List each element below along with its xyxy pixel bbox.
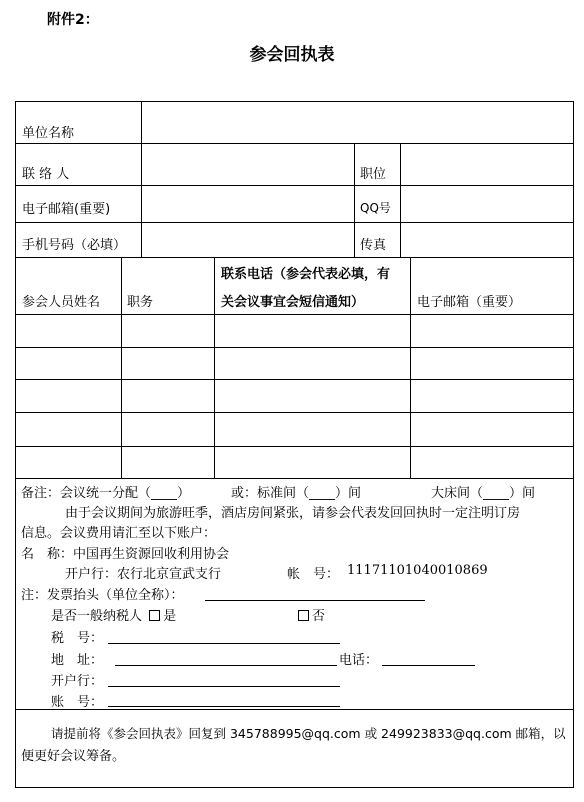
address-field[interactable] — [115, 665, 337, 666]
invoice-title-label: 注：发票抬头（单位全称）： — [21, 588, 184, 603]
invoice-title-field[interactable] — [205, 600, 425, 601]
border-top — [15, 101, 574, 102]
attachment-label: 附件2： — [47, 12, 99, 28]
row-line — [15, 347, 574, 348]
attendee-title-header: 职务 — [127, 295, 154, 310]
attendee-name-header: 参会人员姓名 — [22, 295, 101, 310]
contact-person-label: 联 络 人 — [22, 167, 70, 182]
invoice-bank-label: 开户行： — [51, 674, 104, 689]
attendee-phone-header: 联系电话（参会代表必填，有 — [221, 267, 391, 282]
phone-label: 电话： — [339, 653, 379, 668]
row-line — [15, 379, 574, 380]
payee-account-label: 帐 号： — [287, 567, 340, 582]
attendee-phone-header-2: 关会议事宜会短信通知） — [221, 295, 365, 310]
taxpayer-yes-label: 是 — [163, 609, 177, 624]
row-line — [15, 222, 574, 223]
note-room-allocation: 备注：会议统一分配（____） — [21, 486, 191, 501]
unit-name-label: 单位名称 — [22, 126, 75, 141]
col-line — [141, 101, 142, 257]
payee-account-number: 11171101040010869 — [347, 563, 488, 578]
row-line — [15, 314, 574, 315]
taxpayer-no-checkbox[interactable] — [298, 610, 309, 621]
fax-label: 传真 — [360, 238, 387, 253]
taxpayer-question — [51, 605, 176, 624]
note-payment-info: 信息。会议费用请汇至以下账户： — [21, 526, 217, 541]
col-line — [400, 143, 401, 257]
form-title: 参会回执表 — [249, 45, 335, 65]
email-label: 电子邮箱(重要) — [22, 202, 111, 217]
payee-bank: 开户行：农行北京宣武支行 — [65, 567, 222, 582]
taxpayer-yes-checkbox[interactable] — [149, 610, 160, 621]
row-line — [15, 143, 574, 144]
phone-field[interactable] — [382, 665, 475, 666]
taxpayer-no-option — [295, 605, 325, 624]
invoice-account-field[interactable] — [108, 706, 340, 707]
border-right — [573, 101, 574, 788]
address-label: 地 址： — [51, 653, 104, 668]
row-line — [15, 478, 574, 479]
payee-name: 名 称：中国再生资源回收利用协会 — [21, 547, 230, 562]
taxpayer-question-text: 是否一般纳税人 — [51, 609, 143, 624]
reply-form-table — [15, 101, 574, 788]
row-line — [15, 412, 574, 413]
reply-instruction: 请提前将《参会回执表》回复到 345788995@qq.com 或 249923833@qq.com 邮箱，以 — [51, 726, 566, 741]
row-line — [15, 446, 574, 447]
col-line — [214, 257, 215, 478]
tax-number-label: 税 号： — [51, 631, 104, 646]
border-bottom — [15, 787, 574, 788]
invoice-bank-field[interactable] — [108, 686, 340, 687]
position-label: 职位 — [360, 167, 387, 182]
col-line — [121, 257, 122, 478]
reply-instruction-2: 便更好会议筹备。 — [21, 749, 126, 764]
taxpayer-no-label: 否 — [312, 609, 326, 624]
border-left — [15, 101, 16, 788]
col-line — [410, 257, 411, 478]
note-king-room: 大床间（____）间 — [431, 486, 536, 501]
tax-number-field[interactable] — [108, 643, 340, 644]
note-standard-room: 或：标准间（____）间 — [231, 486, 362, 501]
attendee-email-header: 电子邮箱（重要） — [417, 295, 522, 310]
row-line — [15, 185, 574, 186]
qq-label: QQ号 — [360, 201, 391, 215]
col-line — [354, 143, 355, 257]
mobile-label: 手机号码（必填） — [22, 238, 127, 253]
invoice-account-label: 账 号： — [51, 695, 104, 710]
note-hotel-reminder: 由于会议期间为旅游旺季，酒店房间紧张，请参会代表发回回执时一定注明订房 — [65, 506, 521, 521]
row-line — [15, 257, 574, 258]
